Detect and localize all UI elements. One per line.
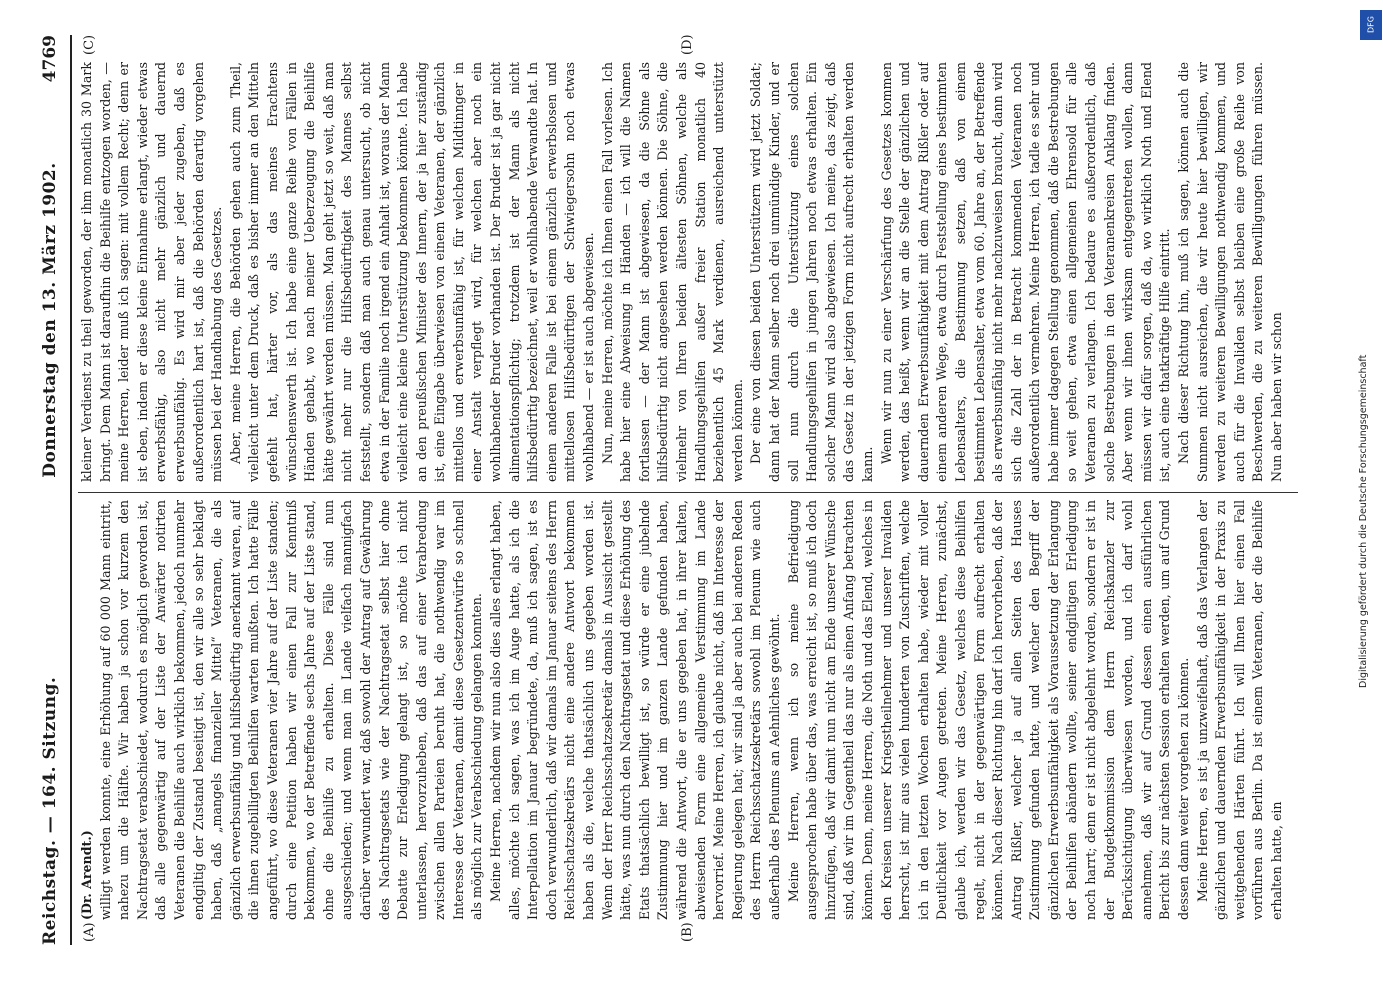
margin-mark-d: (D)	[680, 34, 695, 55]
digitization-credit: Digitalisierung gefördert durch die Deutsche Forschungsgemeinschaft	[1358, 354, 1369, 688]
paragraph: Nun, meine Herren, möchte ich Ihnen einen Fall vorlesen. Ich habe hier eine Abweisung in Händen — ich will die Namen fortlassen — der Mann ist abgewiesen, da die Söhne als hilfsbedürftig nicht angesehen werden können. Die Söhne, die vielmehr von Ihren beiden ältesten Söhnen, welche als Handlungsgehilfen außer freier Station monatlich 40 beziehentlich 45 Mark verdienen, ausreichend unterstützt werden können.	[599, 62, 745, 482]
speaker-label: (Dr. Arendt.)	[79, 830, 94, 920]
paragraph: Aber, meine Herren, die Behörden gehen auch zum Theil, vielleicht unter dem Druck, daß es bisher immer an den Mitteln gefehlt hat, härter vor, als das meines Erachtens wünschenswerth ist. Ich habe eine ganze Reihe von Fällen in Händen gehabt, wo nach meiner Ueberzeugung die Beihilfe hätte gewährt werden müssen. Man geht jetzt so weit, daß man nicht mehr nur die Hilfsbedürftigkeit des Mannes selbst feststellt, sondern daß man auch genau untersucht, ob nicht etwa in der Familie noch irgend ein Anhalt ist, woraus der Mann vielleicht eine kleine Unterstützung bekommen könnte. Ich habe an den preußischen Minister des Innern, der ja hier zuständig ist, eine Eingabe überwiesen von einem Veteranen, der gänzlich mittellos und erwerbsunfähig ist, für welchen Mildtinnger in einer Anstalt verpflegt wird, für welchen aber noch ein wohlhabender Bruder vorhanden ist. Der Bruder ist ja gar nicht alimentationspflichtig; trotzdem ist der Mann als nicht hilfsbedürftig bezeichnet, weil er wohlhabende Verwandte hat. In einem anderen Falle ist bei einem gänzlich erwerbslosen und mittellosen Hilfsbedürftigen der Schwiegersohn noch etwas wohlhabend — er ist auch abgewiesen.	[227, 62, 597, 482]
paragraph: Meine Herren, es ist ja unzweifelhaft, daß das Verlangen der gänzlichen und dauernden Erwerbsunfähigkeit in der Praxis zu weitgehenden Härten führt. Ich will Ihnen hier einen Fall vorführen aus Berlin. Da ist einem Veteranen, der die Beihilfe erhalten hatte, ein	[1194, 500, 1284, 920]
page-header	[30, 35, 72, 945]
paragraph: kleiner Verdienst zu theil geworden, der ihm monatlich 30 Mark bringt. Dem Mann ist daraufhin die Beihilfe entzogen worden, — meine Herren, leider muß ich sagen: mit vollem Recht; denn er ist eben, indem er diese kleine Einnahme erlangt, wieder etwas erwerbsfähig, also nicht mehr gänzlich und dauernd erwerbsunfähig. Es wird mir aber jeder zugeben, daß es außerordentlich hart ist, daß die Behörden derartig vorgehen müssen bei der Handhabung des Gesetzes.	[79, 62, 225, 482]
paragraph: willigt werden konnte, eine Erhöhung auf 60 000 Mann eintritt, nahezu um die Hälfte. Wir haben ja schon vor kurzem den Nachtragsetat verabschiedet, wodurch es möglich geworden ist, daß alle gegenwärtig auf der Liste der Anwärter notirten Veteranen die Beihilfe auch wirklich bekommen, jedoch nunmehr endgiltig der Zustand beseitigt ist, den wir alle so sehr beklagt haben, daß „mangels finanzieller Mittel“ Veteranen, die als gänzlich erwerbsunfähig und hilfsbedürftig anerkannt waren, auf die ihnen zugebilligten Beihilfen warten mußten. Ich hatte Fälle angeführt, wo diese Veteranen vier Jahre auf der Liste standen; durch eine Petition haben wir einen Fall zur Kenntniß bekommen, wo der Betreffende sechs Jahre auf der Liste stand, ohne die Beihilfe zu erhalten. Diese Fälle sind nun ausgeschieden; und wenn man im Lande vielfach mannigfach darüber verwundert war, daß sowohl der Antrag auf Gewährung des Nachtragsetats wie der Nachtragsetat selbst hier ohne Debatte zur Erledigung gelangt ist, so möchte ich nicht unterlassen, hervorzuheben, daß das auf einer Verabredung zwischen allen Parteien beruht hat, die nothwendig war im Interesse der Veteranen, damit diese Gesetzentwürfe so schnell als möglich zur Verabschiedung gelangen konnten.	[97, 500, 485, 920]
page-number: 4769	[40, 35, 60, 83]
margin-mark-a: (A)	[82, 922, 97, 942]
header-left: Reichstag. — 164. Sitzung.	[40, 676, 60, 945]
right-column	[78, 62, 1308, 482]
paragraph: Meine Herren, nachdem wir nun also dies alles erlangt haben, alles, möchte ich sagen, was ich im Auge hatte, als ich die Interpellation im Januar begründete, da, muß ich sagen, ist es doch verwunderlich, daß wir damals im Januar seitens des Herrn Reichsschatzsekretärs nicht eine andere Antwort bekommen haben als die, welche thatsächlich uns gegeben worden ist. Wenn der Herr Reichsschatzsekretär damals in Aussicht gestellt hätte, was nun durch den Nachtragsetat und diese Erhöhung des Etats thatsächlich bewilligt ist, so würde er eine jubelnde Zustimmung hier und im ganzen Lande gefunden haben, während die Antwort, die er uns gegeben hat, in ihrer kalten, abweisenden Form eine allgemeine Verstimmung im Lande hervorrief. Meine Herren, ich glaube nicht, daß im Interesse der Regierung gelegen hat; wir sind ja aber auch bei anderen Reden des Herrn Reichsschatzsekretärs sowohl im Plenum wie auch außerhalb des Plenums an Aehnliches gewöhnt.	[488, 500, 782, 920]
left-column	[78, 500, 1308, 920]
paragraph: Nach dieser Richtung hin, muß ich sagen, können auch die Summen nicht ausreichen, die wir heute hier bewilligen, wir werden zu weiteren Bewilligungen nothwendig kommen, und auch für die Invaliden selbst bleiben eine große Reihe von Beschwerden, die zu weiteren Bewilligungen führen müssen. Nun aber haben wir schon	[1176, 62, 1284, 482]
margin-mark-c: (C)	[82, 34, 97, 55]
paragraph: Wenn wir nun zu einer Verschärfung des Gesetzes kommen werden, das heißt, wenn wir an die Stelle der gänzlichen und dauernden Erwerbsunfähigkeit mit dem Antrag Rißler oder auf einem anderen Wege, etwa durch Feststellung eines bestimmten Lebensalters, die Bestimmung setzen, daß von einem bestimmten Lebensalter, etwa vom 60. Jahre an, der Betreffende als erwerbsunfähig nicht mehr nachzuweisen braucht, dann wird sich die Zahl der in Betracht kommenden Veteranen noch außerordentlich vermehren. Meine Herren, ich tadle es sehr und habe immer dagegen Stellung genommen, daß die Bestrebungen so weit gehen, etwa einen allgemeinen Ehrensold für alle Veteranen zu verlangen. Ich bedaure es außerordentlich, daß solche Bestrebungen in den Veteranenkreisen Anklang finden. Aber wenn wir ihnen wirksam entgegentreten wollen, dann müssen wir dafür sorgen, daß da, wo wirklich Noth und Elend ist, auch eine thatkräftige Hilfe eintritt.	[878, 62, 1173, 482]
margin-mark-b: (B)	[680, 922, 695, 942]
paragraph: Der eine von diesen beiden Unterstützern wird jetzt Soldat; dann hat der Mann selber noch drei unmündige Kinder, und er soll nun durch die Unterstützung eines solchen Handlungsgehilfen in jungen Jahren noch etwas erhalten. Ein solcher Mann wird also abgewiesen. Ich meine, das zeigt, daß das Gesetz in der jetzigen Form nicht aufrecht erhalten werden kann.	[748, 62, 875, 482]
paragraph: Meine Herren, wenn ich so meine Befriedigung ausgesprochen habe über das, was erreicht ist, so muß ich doch hinzufügen, daß wir damit nun nicht am Ende unserer Wünsche sind, daß wir im Gegentheil das nur als einen Anfang betrachten können. Denn, meine Herren, die Noth und das Elend, welches in den Kreisen unserer Kriegstheilnehmer und unserer Invaliden herrscht, ist mir aus vielen hunderten von Zuschriften, welche ich in den letzten Wochen erhalten habe, wieder mit voller Deutlichkeit vor Augen getreten. Meine Herren, zunächst, glaube ich, werden wir das Gesetz, welches diese Beihilfen regelt, nicht in der gegenwärtigen Form aufrecht erhalten können. Nach dieser Richtung hin darf ich hervorheben, daß der Antrag Rißler, welcher ja auf allen Seiten des Hauses Zustimmung gefunden hatte, und welcher den Begriff der gänzlichen Erwerbsunfähigkeit als Voraussetzung der Erlangung der Beihilfen abändern wollte, seiner endgiltigen Erledigung noch harrt; denn er ist nicht abgelehnt worden, sondern er ist in der Budgetkommission dem Herrn Reichskanzler zur Berücksichtigung überwiesen worden, und ich darf wohl annehmen, daß wir auf Grund dessen einen ausführlichen Bericht bis zur nächsten Session erhalten werden, um auf Grund dessen dann weiter vorgehen zu können.	[785, 500, 1192, 920]
header-date: Donnerstag den 13. März 1902.	[40, 162, 60, 478]
column-divider	[78, 492, 1298, 493]
dfg-logo: DFG	[1360, 10, 1382, 40]
